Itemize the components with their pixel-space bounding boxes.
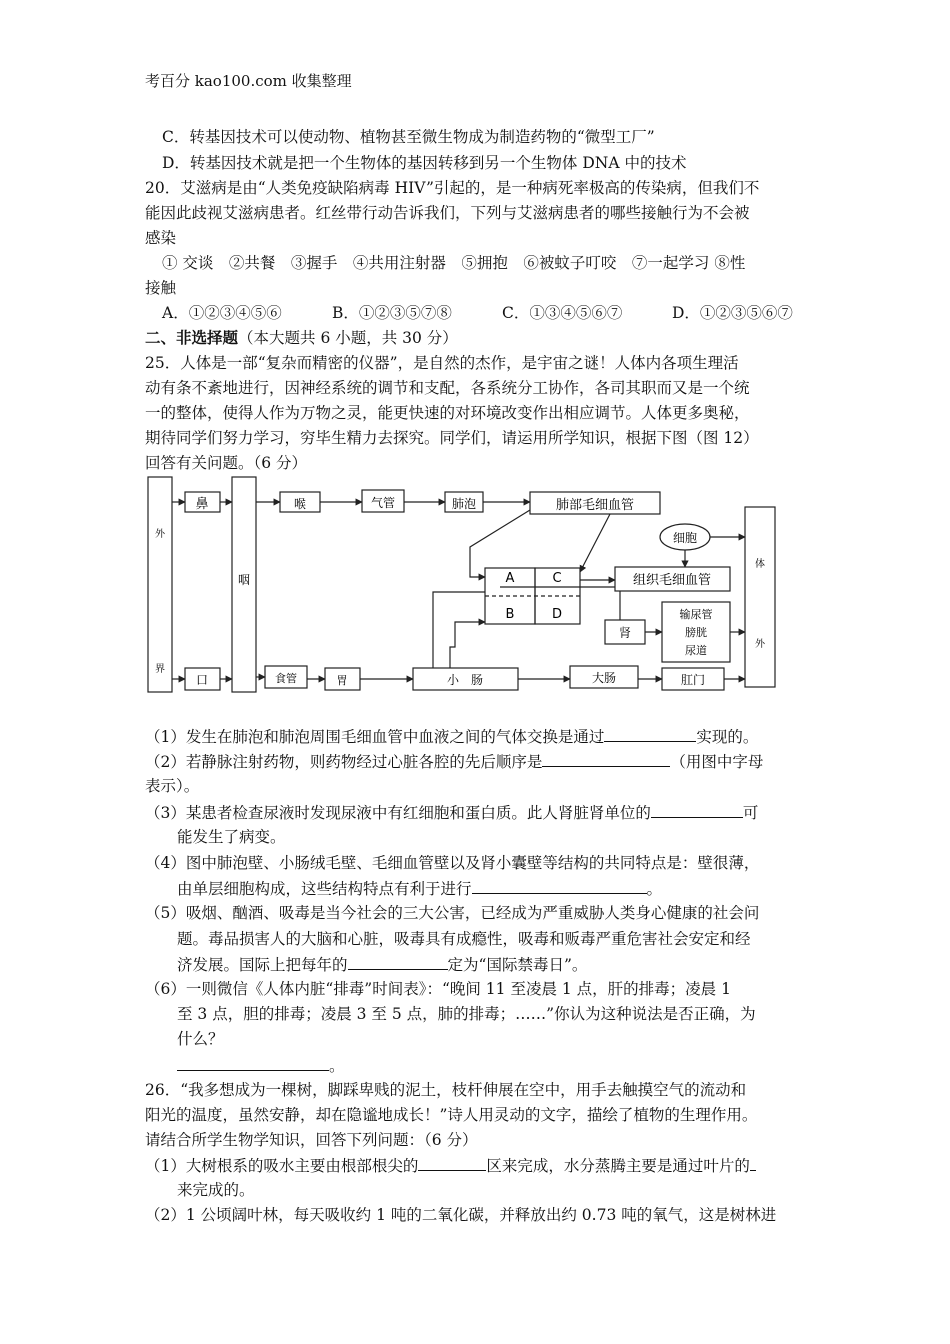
- label-heart-b: B: [505, 607, 515, 622]
- label-heart-c: C: [552, 571, 562, 586]
- label-large-intestine: 大肠: [591, 671, 617, 685]
- q25-sub3-end: 可: [742, 804, 759, 822]
- label-tissue-capillary: 组织毛细血管: [632, 573, 712, 588]
- q25-sub5-line2: 题。毒品损害人的大脑和心脏，吸毒具有成瘾性，吸毒和贩毒严重危害社会安定和经: [177, 930, 751, 948]
- q25-sub2: [145, 751, 763, 772]
- q20-items-line1: ① 交谈 ②共餐 ③握手 ④共用注射器 ⑤拥抱 ⑥被蚊子叮咬 ⑦一起学习 ⑧性: [162, 254, 746, 272]
- q26-sub2-line1: （2）1 公顷阔叶林，每天吸收约 1 吨的二氧化碳，并释放出约 0.73 吨的氧气，这是树林进: [145, 1206, 777, 1224]
- q25-sub4-line1: （4）图中肺泡壁、小肠绒毛壁、毛细血管壁以及肾小囊壁等结构的共同特点是：壁很薄，: [145, 854, 760, 872]
- q20-option-d: D．①②③⑤⑥⑦: [672, 304, 793, 322]
- answer-blank-1[interactable]: [604, 726, 696, 742]
- label-urethra: 尿道: [685, 644, 707, 657]
- label-outside-top: 外: [155, 529, 165, 540]
- q25-sub4-text: 由单层细胞构成，这些结构特点有利于进行: [177, 880, 472, 898]
- label-bladder: 膀胱: [685, 626, 707, 639]
- label-stomach: 胃: [336, 674, 348, 687]
- label-larynx: 喉: [293, 497, 307, 511]
- label-heart-d: D: [551, 607, 563, 622]
- label-alveoli: 肺泡: [451, 497, 477, 511]
- answer-blank-3[interactable]: [651, 802, 743, 818]
- q26-sub1-text: （1）大树根系的吸水主要由根部根尖的: [145, 1157, 419, 1175]
- q26-sub1-line2: 来完成的。: [177, 1181, 255, 1199]
- q25-sub2-end: （用图中字母: [670, 753, 764, 771]
- q25-sub5-end: 定为“国际禁毒日”。: [447, 956, 588, 974]
- q25-sub3-line2: 能发生了病变。: [177, 828, 286, 846]
- q20-option-c: C．①③④⑤⑥⑦: [502, 304, 623, 322]
- q25-stem-line1: 25．人体是一部“复杂而精密的仪器”，是自然的杰作，是宇宙之谜！人体内各项生理活: [145, 354, 739, 372]
- label-esophagus: 食管: [275, 672, 297, 685]
- answer-blank-7[interactable]: [418, 1155, 486, 1171]
- label-trachea: 气管: [370, 496, 396, 510]
- q26-stem-line3: 请结合所学生物学知识，回答下列问题：（6 分）: [145, 1131, 478, 1149]
- label-nose: 鼻: [195, 497, 209, 512]
- q25-sub4-end: 。: [646, 880, 663, 898]
- q25-stem-line4: 期待同学们努力学习，穷毕生精力去探究。同学们，请运用所学知识，根据下图（图 12）: [145, 429, 759, 447]
- q25-sub2-line2: 表示）。: [145, 777, 200, 795]
- page-header: 考百分 kao100.com 收集整理: [145, 72, 352, 90]
- q20-option-b: B．①②③⑤⑦⑧: [332, 304, 452, 322]
- q26-sub1: [145, 1155, 756, 1176]
- label-ureter: 输尿管: [679, 608, 713, 621]
- q26-sub1-mid: 区来完成，水分蒸腾主要是通过叶片的: [486, 1157, 750, 1175]
- q25-sub5-text: 济发展。国际上把每年的: [177, 956, 348, 974]
- q25-sub6-line2: 至 3 点，胆的排毒；凌晨 3 至 5 点，肺的排毒；……”你认为这种说法是否正确，为: [177, 1005, 756, 1023]
- q25-sub6-line3: 什么？: [177, 1030, 224, 1048]
- label-lung-capillary: 肺部毛细血管: [555, 498, 635, 513]
- q20-option-a: A．①②③④⑤⑥: [162, 304, 282, 322]
- q25-sub6-line1: （6）一则微信《人体内脏“排毒”时间表》：“晚间 11 至凌晨 1 点，肝的排毒；凌晨 1: [145, 980, 731, 998]
- answer-blank-2[interactable]: [542, 751, 670, 767]
- q19-option-c: C．转基因技术可以使动物、植物甚至微生物成为制造药物的“微型工厂”: [162, 128, 655, 146]
- q20-stem-line2: 能因此歧视艾滋病患者。红丝带行动告诉我们，下列与艾滋病患者的哪些接触行为不会被: [145, 204, 750, 222]
- q25-sub5-line3: [177, 954, 587, 975]
- section-heading: [145, 328, 458, 348]
- label-small-intestine: 小 肠: [446, 673, 484, 687]
- q25-sub1-end: 实现的。: [696, 728, 759, 746]
- human-body-systems-diagram: [140, 472, 800, 697]
- q25-stem-line5: 回答有关问题。（6 分）: [145, 454, 308, 472]
- label-pharynx: 咽: [237, 573, 251, 587]
- answer-blank-5[interactable]: [348, 954, 448, 970]
- q25-stem-line3: 一的整体，使得人作为万物之灵，能更快速的对环境改变作出相应调节。人体更多奥秘，: [145, 404, 750, 422]
- answer-blank-8[interactable]: [750, 1155, 756, 1171]
- q25-stem-line2: 动有条不紊地进行，因神经系统的调节和支配，各系统分工协作，各司其职而又是一个统: [145, 379, 750, 397]
- q26-stem-line2: 阳光的温度，虽然安静，却在隐谧地成长！”诗人用灵动的文字，描绘了植物的生理作用。: [145, 1106, 758, 1124]
- q25-sub6-end: 。: [329, 1057, 345, 1075]
- q20-stem-line1: 20．艾滋病是由“人类免疫缺陷病毒 HIV”引起的，是一种病死率极高的传染病，但我们不: [145, 179, 760, 197]
- label-heart-a: A: [505, 571, 515, 586]
- label-cells: 细胞: [672, 531, 698, 545]
- label-anus: 肛门: [680, 673, 706, 687]
- q25-sub3-text: （3）某患者检查尿液时发现尿液中有红细胞和蛋白质。此人肾脏肾单位的: [145, 804, 651, 822]
- q19-option-d: D．转基因技术就是把一个生物体的基因转移到另一个生物体 DNA 中的技术: [162, 154, 687, 172]
- answer-blank-6[interactable]: [177, 1055, 329, 1071]
- q25-sub5-line1: （5）吸烟、酗酒、吸毒是当今社会的三大公害，已经成为严重威胁人类身心健康的社会问: [145, 904, 760, 922]
- section-title: 二、非选择题: [145, 328, 239, 347]
- label-body-bottom: 外: [755, 639, 765, 650]
- q25-sub6-line4: [177, 1055, 345, 1076]
- label-body-top: 体: [755, 559, 765, 570]
- q25-sub2-text: （2）若静脉注射药物，则药物经过心脏各腔的先后顺序是: [145, 753, 543, 771]
- q25-sub1-text: （1）发生在肺泡和肺泡周围毛细血管中血液之间的气体交换是通过: [145, 728, 605, 746]
- label-outside-bottom: 界: [155, 664, 165, 675]
- q20-items-line2: 接触: [145, 279, 177, 297]
- q26-stem-line1: 26．“我多想成为一棵树，脚踩卑贱的泥土，枝杆伸展在空中，用手去触摸空气的流动和: [145, 1081, 747, 1099]
- q25-sub4-line2: [177, 878, 662, 899]
- q25-sub1: [145, 726, 758, 747]
- answer-blank-4[interactable]: [472, 878, 647, 894]
- section-note: （本大题共 6 小题，共 30 分）: [238, 329, 458, 347]
- label-mouth: 口: [195, 673, 209, 687]
- label-kidney: 肾: [618, 626, 632, 640]
- q20-stem-line3: 感染: [145, 229, 177, 247]
- q25-sub3: [145, 802, 758, 823]
